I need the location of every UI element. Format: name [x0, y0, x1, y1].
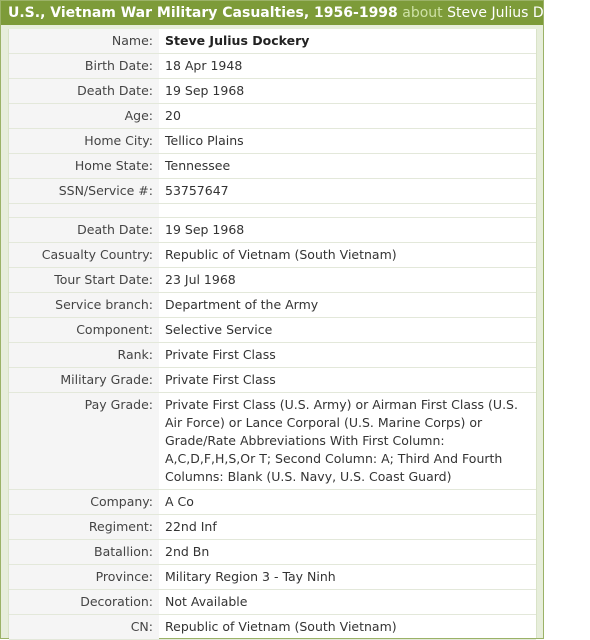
field-label: Batallion: — [9, 540, 159, 565]
field-label: CN: — [9, 615, 159, 640]
field-value: 23 Jul 1968 — [159, 268, 536, 293]
field-value: Selective Service — [159, 318, 536, 343]
field-value: Military Region 3 - Tay Ninh — [159, 565, 536, 590]
field-label: Service branch: — [9, 293, 159, 318]
field-value: Private First Class — [159, 368, 536, 393]
table-row — [9, 615, 536, 640]
record-table — [9, 29, 536, 640]
table-row — [9, 293, 536, 318]
table-row — [9, 590, 536, 615]
field-value: 20 — [159, 104, 536, 129]
field-label: Company: — [9, 490, 159, 515]
field-value: Department of the Army — [159, 293, 536, 318]
table-row — [9, 268, 536, 293]
field-label: Casualty Country: — [9, 243, 159, 268]
field-value: Steve Julius Dockery — [159, 29, 536, 54]
field-value: 53757647 — [159, 179, 536, 204]
divider-cell — [9, 204, 159, 218]
record-panel — [8, 29, 537, 638]
record-header — [1, 1, 590, 25]
field-value: Private First Class (U.S. Army) or Airman First Class (U.S. Air Force) or Lance Corporal (U.S. Marine Corps) or Grade/Rate Abbreviations With First Column: A,C,D,F,H,S,Or T; Second Column: A; Third And Fourth Columns: Blank (U.S. Navy, U.S. Coast Guard) — [159, 393, 536, 490]
field-label: Regiment: — [9, 515, 159, 540]
table-row — [9, 515, 536, 540]
field-label: Province: — [9, 565, 159, 590]
table-row — [9, 243, 536, 268]
table-row — [9, 54, 536, 79]
table-row — [9, 218, 536, 243]
field-value: A Co — [159, 490, 536, 515]
field-label: Pay Grade: — [9, 393, 159, 490]
field-label: Component: — [9, 318, 159, 343]
field-label: Name: — [9, 29, 159, 54]
table-row — [9, 318, 536, 343]
field-value: 18 Apr 1948 — [159, 54, 536, 79]
table-row — [9, 540, 536, 565]
table-row — [9, 565, 536, 590]
field-value: 22nd Inf — [159, 515, 536, 540]
field-value: 2nd Bn — [159, 540, 536, 565]
person-name-link[interactable]: Steve Julius Dockery — [447, 5, 590, 21]
table-row — [9, 343, 536, 368]
table-row — [9, 104, 536, 129]
table-row — [9, 393, 536, 490]
field-value: Tennessee — [159, 154, 536, 179]
field-label: Tour Start Date: — [9, 268, 159, 293]
field-label: Age: — [9, 104, 159, 129]
field-value: Tellico Plains — [159, 129, 536, 154]
table-row — [9, 29, 536, 54]
field-value: Republic of Vietnam (South Vietnam) — [159, 615, 536, 640]
database-title-link[interactable]: U.S., Vietnam War Military Casualties, 1956-1998 — [8, 5, 398, 21]
field-label: Death Date: — [9, 79, 159, 104]
table-row — [9, 490, 536, 515]
section-divider — [9, 204, 536, 218]
field-label: Death Date: — [9, 218, 159, 243]
field-value: 19 Sep 1968 — [159, 79, 536, 104]
table-row — [9, 368, 536, 393]
divider-cell — [159, 204, 536, 218]
field-value: Republic of Vietnam (South Vietnam) — [159, 243, 536, 268]
field-label: Home State: — [9, 154, 159, 179]
field-label: Rank: — [9, 343, 159, 368]
about-label: about — [402, 5, 443, 21]
table-row — [9, 179, 536, 204]
table-row — [9, 79, 536, 104]
field-label: Birth Date: — [9, 54, 159, 79]
table-row — [9, 154, 536, 179]
field-label: Military Grade: — [9, 368, 159, 393]
field-value: 19 Sep 1968 — [159, 218, 536, 243]
field-label: SSN/Service #: — [9, 179, 159, 204]
field-value: Private First Class — [159, 343, 536, 368]
field-label: Decoration: — [9, 590, 159, 615]
field-value: Not Available — [159, 590, 536, 615]
table-row — [9, 129, 536, 154]
field-label: Home City: — [9, 129, 159, 154]
